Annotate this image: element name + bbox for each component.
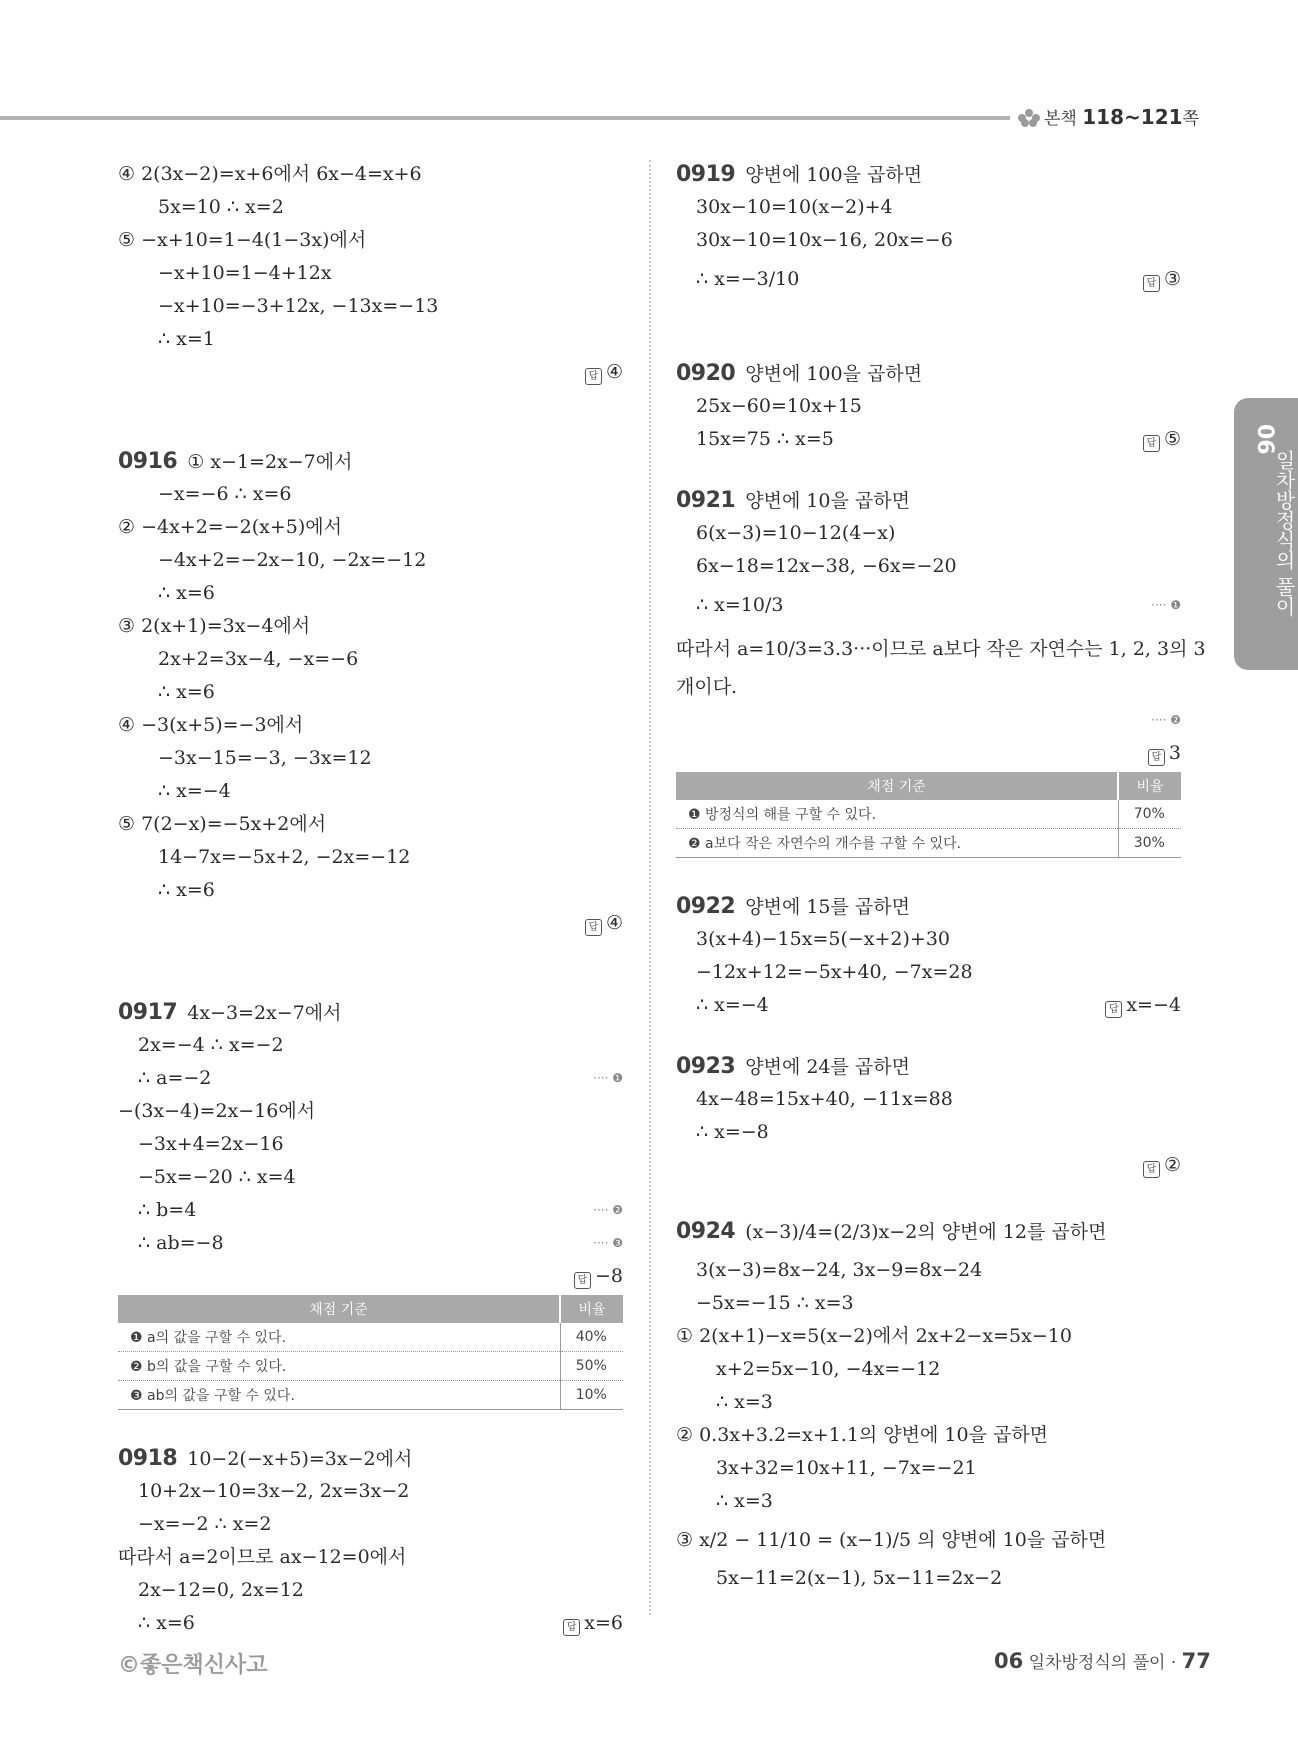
solution-line xyxy=(676,890,1181,923)
answer-value: ④ xyxy=(605,912,623,934)
equation-text: ⑤ 7(2−x)=−5x+2에서 xyxy=(118,813,327,835)
solution-content xyxy=(696,1287,854,1320)
equation-text: 개이다. xyxy=(676,676,738,698)
solution-content xyxy=(676,1210,1106,1254)
solution-content xyxy=(676,1419,1048,1452)
solution-line xyxy=(118,577,623,610)
column-divider xyxy=(649,160,651,1615)
grading-row xyxy=(118,1323,623,1352)
solution-content xyxy=(676,1050,910,1083)
header-rule xyxy=(0,116,1010,120)
answer-value: ③ xyxy=(1163,268,1181,290)
flower-icon xyxy=(1018,109,1040,127)
equation-text: ③ x/2 − 11/10 = (x−1)/5 의 양변에 10을 곱하면 xyxy=(676,1529,1107,1551)
step-marker: ···· ❷ xyxy=(1151,713,1181,727)
solution-line xyxy=(118,1128,623,1161)
grading-table-header xyxy=(676,772,1181,800)
solution-line xyxy=(676,484,1181,517)
answer-value: −8 xyxy=(594,1265,623,1287)
criteria-header: 채점 기준 xyxy=(676,772,1118,800)
solution-line xyxy=(118,257,623,290)
solution-content xyxy=(696,583,783,627)
solution-line xyxy=(118,808,623,841)
equation-text: (x−3)/4=(2/3)x−2의 양변에 12를 곱하면 xyxy=(745,1221,1107,1243)
problem-number: 0918 xyxy=(118,1446,178,1471)
equation-text: ∴ x=6 xyxy=(158,582,215,604)
solution-content xyxy=(158,478,291,511)
equation-text: ① x−1=2x−7에서 xyxy=(187,451,353,473)
footer-separator: · xyxy=(1170,1653,1177,1673)
equation-text: 10−2(−x+5)=3x−2에서 xyxy=(187,1448,413,1470)
equation-text: 4x−48=15x+40, −11x=88 xyxy=(696,1088,953,1110)
solution-content xyxy=(118,709,303,742)
solution-content xyxy=(676,1518,1106,1562)
solution-content xyxy=(118,158,422,191)
solution-content xyxy=(696,923,950,956)
criteria-header: 채점 기준 xyxy=(118,1295,560,1323)
solution-line xyxy=(676,423,1181,456)
solution-line xyxy=(118,1029,623,1062)
solution-content xyxy=(138,1062,211,1095)
equation-text: 양변에 100을 곱하면 xyxy=(745,363,923,385)
right-column xyxy=(676,158,1206,1595)
solution-content xyxy=(158,577,215,610)
answer-mark xyxy=(563,1607,623,1640)
grading-ratio: 70% xyxy=(1118,800,1181,829)
equation-text: 6x−18=12x−38, −6x=−20 xyxy=(696,555,957,577)
solution-content xyxy=(158,257,332,290)
answer-icon: 답 xyxy=(1143,275,1160,292)
problem-number: 0921 xyxy=(676,488,736,513)
equation-text: 2x+2=3x−4, −x=−6 xyxy=(158,648,359,670)
solution-line xyxy=(118,544,623,577)
solution-line xyxy=(676,583,1181,627)
solution-content xyxy=(158,191,284,224)
grading-ratio: 50% xyxy=(560,1352,623,1381)
solution-line xyxy=(118,676,623,709)
solution-line xyxy=(676,1353,1181,1386)
solution-content xyxy=(676,671,737,704)
solution-content xyxy=(158,323,215,356)
solution-line xyxy=(676,550,1181,583)
solution-content xyxy=(696,224,953,257)
equation-text: ∴ ab=−8 xyxy=(138,1232,224,1254)
answer-icon: 답 xyxy=(585,368,602,385)
grading-criterion: ❶ 방정식의 해를 구할 수 있다. xyxy=(676,800,1118,829)
solution-content xyxy=(158,643,358,676)
problem-number: 0922 xyxy=(676,894,736,919)
solution-content xyxy=(716,1386,773,1419)
equation-text: 3x+32=10x+11, −7x=−21 xyxy=(716,1457,977,1479)
problem-number: 0923 xyxy=(676,1054,736,1079)
solution-line xyxy=(118,1475,623,1508)
grading-ratio: 40% xyxy=(560,1323,623,1352)
solution-line xyxy=(676,357,1181,390)
equation-text: −x+10=−3+12x, −13x=−13 xyxy=(158,295,439,317)
spacer xyxy=(118,1414,623,1442)
solution-content xyxy=(716,1562,1002,1595)
equation-text: ⑤ −x+10=1−4(1−3x)에서 xyxy=(118,229,367,251)
answer-mark xyxy=(1143,257,1181,301)
solution-line xyxy=(676,1562,1181,1595)
answer-line xyxy=(676,1149,1181,1182)
equation-text: 따라서 a=10/3=3.3···이므로 a보다 작은 자연수는 1, 2, 3의 3 xyxy=(676,638,1206,660)
equation-text: −5x=−15 ∴ x=3 xyxy=(696,1292,854,1314)
equation-text: −12x+12=−5x+40, −7x=28 xyxy=(696,961,973,983)
solution-line xyxy=(676,627,1206,671)
solution-line xyxy=(118,191,623,224)
equation-text: ② 0.3x+3.2=x+1.1의 양변에 10을 곱하면 xyxy=(676,1424,1049,1446)
equation-text: 5x=10 ∴ x=2 xyxy=(158,196,284,218)
solution-line xyxy=(118,323,623,356)
solution-content xyxy=(138,1194,196,1227)
equation-text: ∴ x=1 xyxy=(158,328,215,350)
equation-text: 6(x−3)=10−12(4−x) xyxy=(696,522,896,544)
equation-text: ∴ b=4 xyxy=(138,1199,197,1221)
answer-icon: 답 xyxy=(585,919,602,936)
solution-line xyxy=(676,1419,1181,1452)
answer-mark xyxy=(574,1265,623,1287)
equation-text: ∴ x=6 xyxy=(158,879,215,901)
solution-content xyxy=(696,550,957,583)
solution-content xyxy=(118,1541,406,1574)
solution-line xyxy=(676,1116,1181,1149)
page-unit: 쪽 xyxy=(1182,109,1199,129)
solution-content xyxy=(138,1574,304,1607)
equation-text: 5x−11=2(x−1), 5x−11=2x−2 xyxy=(716,1567,1003,1589)
solution-line xyxy=(676,1050,1181,1083)
answer-mark xyxy=(1105,989,1181,1022)
equation-text: ③ 2(x+1)=3x−4에서 xyxy=(118,615,311,637)
book-label: 본책 xyxy=(1044,109,1077,129)
grading-row xyxy=(118,1381,623,1410)
left-column xyxy=(118,158,623,1640)
equation-text: 양변에 100을 곱하면 xyxy=(745,164,923,186)
answer-line xyxy=(118,907,623,940)
solution-content xyxy=(158,874,215,907)
equation-text: 양변에 15를 곱하면 xyxy=(745,896,910,918)
solution-line xyxy=(676,1485,1181,1518)
grading-criterion: ❷ a보다 작은 자연수의 개수를 구할 수 있다. xyxy=(676,829,1118,858)
solution-content xyxy=(118,996,342,1029)
equation-text: −4x+2=−2x−10, −2x=−12 xyxy=(158,549,427,571)
solution-line xyxy=(118,1541,623,1574)
solution-line xyxy=(118,1508,623,1541)
equation-text: 3(x−3)=8x−24, 3x−9=8x−24 xyxy=(696,1259,983,1281)
equation-text: 양변에 10을 곱하면 xyxy=(745,490,910,512)
equation-text: ∴ a=−2 xyxy=(138,1067,212,1089)
answer-value: ⑤ xyxy=(1163,428,1181,450)
solution-content xyxy=(696,989,769,1022)
page-numbers: 118~121 xyxy=(1082,105,1183,129)
solution-content xyxy=(676,484,910,517)
solution-line xyxy=(118,610,623,643)
spacer xyxy=(118,389,623,445)
step-marker: ···· ❶ xyxy=(593,1071,623,1085)
grading-row xyxy=(118,1352,623,1381)
solution-content xyxy=(676,627,1206,671)
solution-content xyxy=(696,257,799,301)
solution-line xyxy=(118,1607,623,1640)
solution-line xyxy=(118,1227,623,1260)
grading-criterion: ❶ a의 값을 구할 수 있다. xyxy=(118,1323,560,1352)
solution-line xyxy=(118,445,623,478)
solution-line xyxy=(118,996,623,1029)
solution-line xyxy=(676,224,1181,257)
problem-number: 0917 xyxy=(118,1000,178,1025)
solution-line xyxy=(118,709,623,742)
solution-line xyxy=(676,158,1181,191)
solution-line xyxy=(118,1194,623,1227)
equation-text: −x=−2 ∴ x=2 xyxy=(138,1513,272,1535)
problem-number: 0920 xyxy=(676,361,736,386)
solution-content xyxy=(158,290,438,323)
answer-line xyxy=(118,356,623,389)
equation-text: 30x−10=10x−16, 20x=−6 xyxy=(696,229,953,251)
solution-line xyxy=(118,1161,623,1194)
answer-value: x=6 xyxy=(584,1612,623,1634)
solution-line xyxy=(118,511,623,544)
solution-content xyxy=(118,610,310,643)
solution-content xyxy=(118,511,342,544)
answer-mark xyxy=(585,361,623,383)
solution-line xyxy=(676,1518,1181,1562)
spacer xyxy=(676,1022,1181,1050)
page-footer xyxy=(994,1648,1211,1673)
solution-content xyxy=(138,1508,271,1541)
step-marker: ···· ❸ xyxy=(593,1236,623,1250)
solution-line xyxy=(676,671,1181,704)
solution-content xyxy=(118,1095,315,1128)
solution-content xyxy=(696,517,895,550)
equation-text: ④ 2(3x−2)=x+6에서 6x−4=x+6 xyxy=(118,163,422,185)
equation-text: ∴ x=10/3 xyxy=(696,594,784,616)
solution-line xyxy=(676,956,1181,989)
equation-text: 4x−3=2x−7에서 xyxy=(187,1002,342,1024)
solution-line xyxy=(676,517,1181,550)
solution-content xyxy=(676,1320,1072,1353)
solution-line xyxy=(118,841,623,874)
equation-text: 2x=−4 ∴ x=−2 xyxy=(138,1034,284,1056)
answer-value: ④ xyxy=(605,361,623,383)
problem-number: 0919 xyxy=(676,162,736,187)
equation-text: ∴ x=−4 xyxy=(696,994,769,1016)
ratio-header: 비율 xyxy=(1118,772,1181,800)
answer-line xyxy=(118,1260,623,1293)
equation-text: ④ −3(x+5)=−3에서 xyxy=(118,714,304,736)
solution-content xyxy=(118,445,352,478)
solution-line xyxy=(676,989,1181,1022)
equation-text: −x=−6 ∴ x=6 xyxy=(158,483,292,505)
answer-mark xyxy=(1143,1154,1181,1176)
equation-text: 25x−60=10x+15 xyxy=(696,395,862,417)
equation-text: ∴ x=−3/10 xyxy=(696,268,800,290)
equation-text: 30x−10=10(x−2)+4 xyxy=(696,196,893,218)
spacer xyxy=(676,301,1181,357)
equation-text: −3x−15=−3, −3x=12 xyxy=(158,747,372,769)
grading-row xyxy=(676,829,1181,858)
chapter-side-tab xyxy=(1234,398,1298,670)
solution-line xyxy=(118,224,623,257)
answer-value: 3 xyxy=(1168,742,1181,764)
page-number: 77 xyxy=(1181,1649,1211,1673)
spacer xyxy=(676,456,1181,484)
solution-content xyxy=(138,1161,296,1194)
equation-text: x+2=5x−10, −4x=−12 xyxy=(716,1358,941,1380)
solution-line xyxy=(676,923,1181,956)
equation-text: ① 2(x+1)−x=5(x−2)에서 2x+2−x=5x−10 xyxy=(676,1325,1072,1347)
problem-number: 0916 xyxy=(118,449,178,474)
solution-content xyxy=(696,1116,769,1149)
ratio-header: 비율 xyxy=(560,1295,623,1323)
solution-content xyxy=(676,890,910,923)
solution-line xyxy=(118,1095,623,1128)
solution-content xyxy=(696,1254,982,1287)
equation-text: −x+10=1−4+12x xyxy=(158,262,332,284)
solution-content xyxy=(716,1485,773,1518)
publisher-logo: ©좋은책신사고 xyxy=(118,1653,268,1678)
solution-line xyxy=(118,1062,623,1095)
spacer xyxy=(676,1182,1181,1210)
answer-value: ② xyxy=(1163,1154,1181,1176)
solution-content xyxy=(158,742,372,775)
solution-line xyxy=(676,390,1181,423)
solution-line xyxy=(676,1386,1181,1419)
equation-text: ∴ x=−8 xyxy=(696,1121,769,1143)
solution-line xyxy=(676,704,1181,737)
answer-icon: 답 xyxy=(563,1619,580,1636)
equation-text: −3x+4=2x−16 xyxy=(138,1133,284,1155)
solution-line xyxy=(118,1574,623,1607)
equation-text: −5x=−20 ∴ x=4 xyxy=(138,1166,296,1188)
solution-content xyxy=(118,224,366,257)
solution-line xyxy=(676,1320,1181,1353)
footer-chapter-number: 06 xyxy=(994,1649,1024,1673)
grading-ratio: 30% xyxy=(1118,829,1181,858)
page-range xyxy=(1018,104,1199,129)
equation-text: 양변에 24를 곱하면 xyxy=(745,1056,910,1078)
grading-criterion: ❷ b의 값을 구할 수 있다. xyxy=(118,1352,560,1381)
equation-text: 2x−12=0, 2x=12 xyxy=(138,1579,304,1601)
spacer xyxy=(118,940,623,996)
solution-line xyxy=(118,775,623,808)
solution-content xyxy=(676,357,922,390)
answer-value: x=−4 xyxy=(1126,994,1181,1016)
grading-table xyxy=(676,772,1181,858)
solution-content xyxy=(138,1227,224,1260)
equation-text: 10+2x−10=3x−2, 2x=3x−2 xyxy=(138,1480,410,1502)
equation-text: ∴ x=6 xyxy=(158,681,215,703)
answer-icon: 답 xyxy=(1143,1161,1160,1178)
answer-icon: 답 xyxy=(574,1272,591,1289)
solution-line xyxy=(676,1254,1181,1287)
equation-text: 따라서 a=2이므로 ax−12=0에서 xyxy=(118,1546,407,1568)
solution-line xyxy=(676,257,1181,301)
grading-table xyxy=(118,1295,623,1410)
equation-text: 14−7x=−5x+2, −2x=−12 xyxy=(158,846,411,868)
solution-line xyxy=(676,191,1181,224)
grading-ratio: 10% xyxy=(560,1381,623,1410)
solution-line xyxy=(118,478,623,511)
answer-mark xyxy=(585,912,623,934)
equation-text: ② −4x+2=−2(x+5)에서 xyxy=(118,516,342,538)
answer-icon: 답 xyxy=(1105,1001,1122,1018)
equation-text: 15x=75 ∴ x=5 xyxy=(696,428,834,450)
equation-text: ∴ x=6 xyxy=(138,1612,195,1634)
solution-line xyxy=(118,742,623,775)
grading-criterion: ❸ ab의 값을 구할 수 있다. xyxy=(118,1381,560,1410)
solution-content xyxy=(138,1475,409,1508)
chapter-tab-number: 06 xyxy=(1252,424,1277,455)
solution-content xyxy=(118,1442,412,1475)
chapter-tab-title: 일차방정식의 풀이 xyxy=(1272,450,1296,617)
solution-content xyxy=(158,544,426,577)
answer-mark xyxy=(1143,423,1181,456)
answer-icon: 답 xyxy=(1148,749,1165,766)
solution-line xyxy=(676,1452,1181,1485)
solution-content xyxy=(158,775,231,808)
footer-chapter-title: 일차방정식의 풀이 xyxy=(1028,1653,1166,1673)
solution-content xyxy=(158,841,410,874)
solution-line xyxy=(676,1287,1181,1320)
step-marker: ···· ❶ xyxy=(1151,598,1181,612)
solution-line xyxy=(118,158,623,191)
equation-text: −(3x−4)=2x−16에서 xyxy=(118,1100,316,1122)
solution-content xyxy=(696,956,973,989)
solution-content xyxy=(118,808,326,841)
grading-table-header xyxy=(118,1295,623,1323)
solution-line xyxy=(118,874,623,907)
equation-text: 3(x+4)−15x=5(−x+2)+30 xyxy=(696,928,951,950)
solution-content xyxy=(696,423,834,456)
solution-content xyxy=(676,158,922,191)
answer-mark xyxy=(1148,742,1181,764)
solution-line xyxy=(118,643,623,676)
answer-line xyxy=(676,737,1181,770)
solution-line xyxy=(676,1083,1181,1116)
solution-content xyxy=(696,390,862,423)
solution-line xyxy=(118,290,623,323)
solution-line xyxy=(676,1210,1181,1254)
solution-content xyxy=(138,1128,284,1161)
equation-text: ∴ x=3 xyxy=(716,1391,773,1413)
spacer xyxy=(676,862,1181,890)
solution-content xyxy=(138,1029,284,1062)
problem-number: 0924 xyxy=(676,1219,736,1244)
solution-content xyxy=(716,1353,940,1386)
step-marker: ···· ❷ xyxy=(593,1203,623,1217)
solution-content xyxy=(138,1607,195,1640)
solution-content xyxy=(696,191,893,224)
answer-icon: 답 xyxy=(1143,435,1160,452)
solution-line xyxy=(118,1442,623,1475)
solution-content xyxy=(716,1452,977,1485)
equation-text: ∴ x=−4 xyxy=(158,780,231,802)
solution-content xyxy=(158,676,215,709)
grading-row xyxy=(676,800,1181,829)
equation-text: ∴ x=3 xyxy=(716,1490,773,1512)
solution-content xyxy=(696,1083,953,1116)
